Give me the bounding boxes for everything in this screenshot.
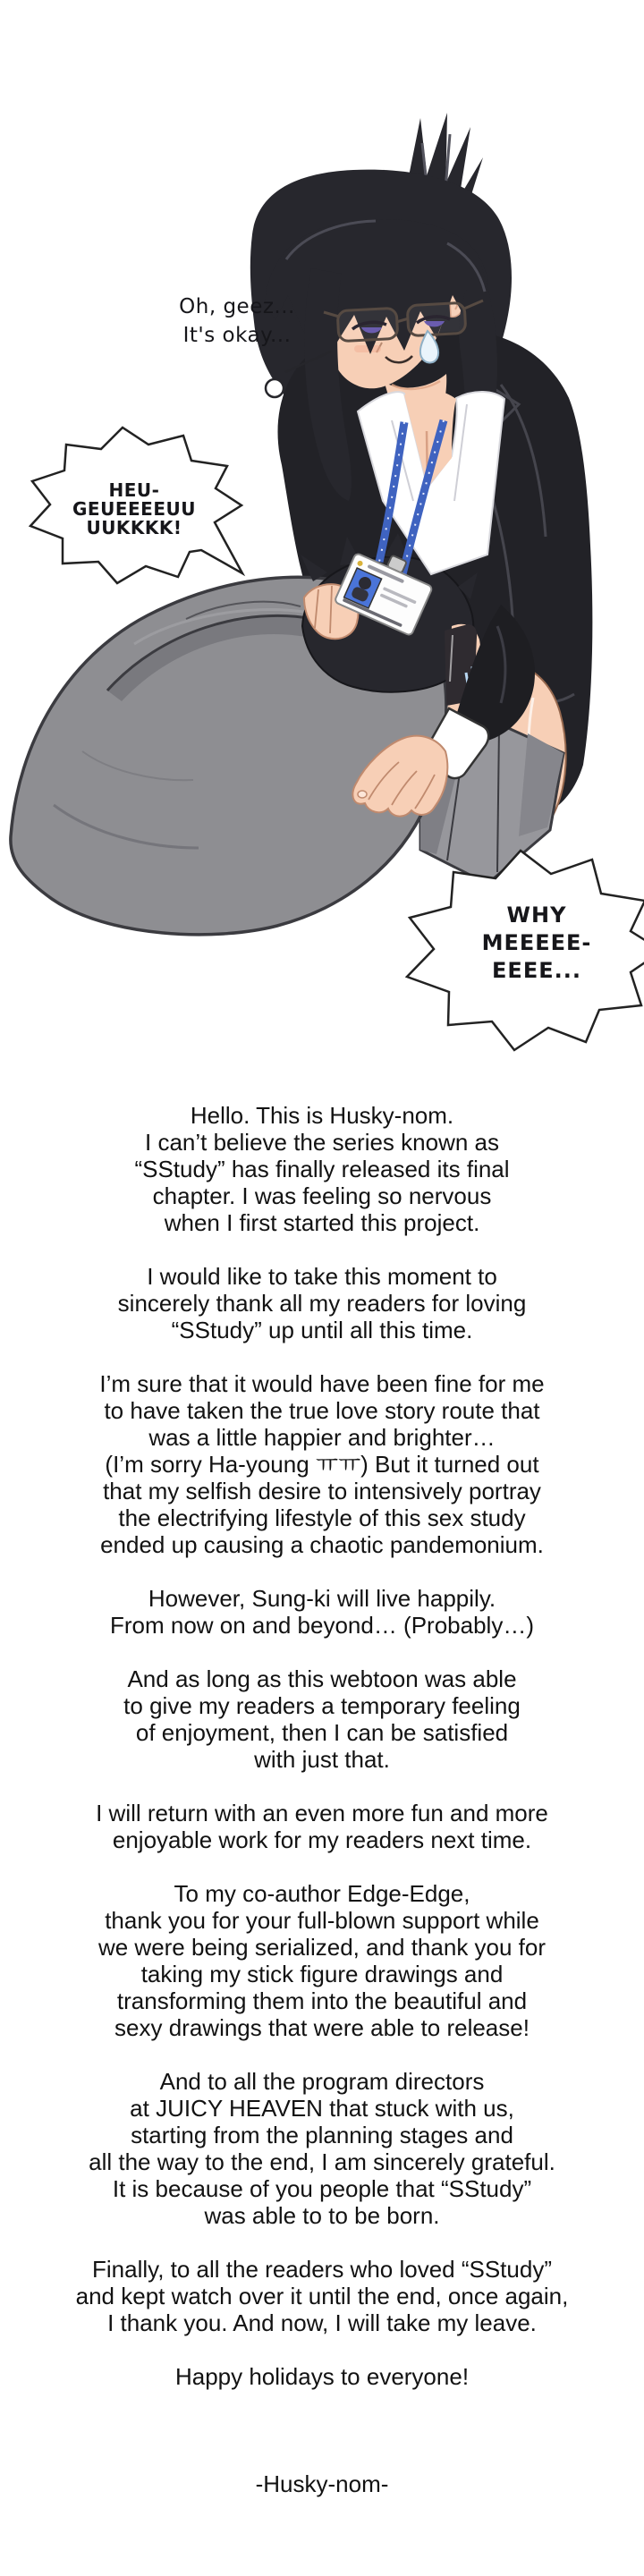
letter-paragraph <box>11 1585 633 1639</box>
letter-line: I would like to take this moment to <box>147 1263 497 1290</box>
letter-line: It is because of you people that “SStudy” <box>112 2175 532 2202</box>
letter-line: “SStudy” up until all this time. <box>171 1317 473 1343</box>
letter-line: and kept watch over it until the end, once again, <box>75 2283 569 2309</box>
letter-line: starting from the planning stages and <box>131 2122 513 2148</box>
letter-line: However, Sung-ki will live happily. <box>148 1585 496 1612</box>
letter-paragraph <box>11 1800 633 1853</box>
letter-line: sincerely thank all my readers for loving <box>117 1290 527 1317</box>
letter-line: I thank you. And now, I will take my leave. <box>107 2309 537 2336</box>
letter-line: Happy holidays to everyone! <box>174 2363 470 2390</box>
letter-line: sexy drawings that were able to release! <box>114 2014 530 2041</box>
letter-line: ended up causing a chaotic pandemonium. <box>100 1531 544 1558</box>
letter-paragraph <box>11 2256 633 2336</box>
letter-line: (I’m sorry Ha-young ㅠㅠ) But it turned out <box>105 1451 539 1478</box>
letter-line: I can’t believe the series known as <box>145 1129 499 1156</box>
whisper-line: It's okay... <box>182 324 292 347</box>
letter-line: enjoyable work for my readers next time. <box>112 1826 532 1853</box>
letter-line: And to all the program directors <box>159 2068 485 2095</box>
letter-line: Finally, to all the readers who loved “SStudy” <box>92 2256 552 2283</box>
letter-line: thank you for your full-blown support while <box>105 1907 539 1934</box>
letter-line: at JUICY HEAVEN that stuck with us, <box>130 2095 514 2122</box>
letter-line: we were being serialized, and thank you for <box>97 1934 547 1961</box>
scream-line: HEU- <box>108 479 160 501</box>
letter-line: was a little happier and brighter… <box>148 1424 496 1451</box>
whisper-text <box>134 292 340 350</box>
letter-paragraph <box>11 1263 633 1343</box>
letter-line: “SStudy” has finally released its final <box>134 1156 510 1182</box>
letter-line: the electrifying lifestyle of this sex study <box>118 1504 526 1531</box>
letter-line: of enjoyment, then I can be satisfied <box>135 1719 509 1746</box>
letter-line: that my selfish desire to intensively portray <box>103 1478 541 1504</box>
letter-paragraph <box>11 1880 633 2041</box>
scream-line: WHY <box>506 902 567 928</box>
letter-line: To my co-author Edge-Edge, <box>174 1880 470 1907</box>
letter-paragraph <box>11 2363 633 2390</box>
letter-line: taking my stick figure drawings and <box>140 1961 504 1987</box>
scream-line: EEEE... <box>492 958 581 983</box>
letter-line: when I first started this project. <box>164 1209 480 1236</box>
letter-line: transforming them into the beautiful and <box>116 1987 528 2014</box>
letter-paragraph <box>11 2068 633 2229</box>
letter-line: And as long as this webtoon was able <box>127 1665 517 1692</box>
letter-line: all the way to the end, I am sincerely grateful. <box>89 2148 555 2175</box>
scream-bubble-left-text <box>34 481 234 538</box>
letter-paragraph <box>11 1370 633 1558</box>
letter-line: chapter. I was feeling so nervous <box>152 1182 492 1209</box>
letter-line: I will return with an even more fun and more <box>96 1800 548 1826</box>
letter-paragraph <box>11 1102 633 1236</box>
letter-line: I’m sure that it would have been fine for me <box>99 1370 545 1397</box>
letter-line: Hello. This is Husky-nom. <box>190 1102 454 1129</box>
letter-line: From now on and beyond… (Probably…) <box>109 1612 534 1639</box>
scream-line: MEEEEE- <box>481 930 592 955</box>
whisper-line: Oh, geez... <box>179 295 295 318</box>
letter-line: to give my readers a temporary feeling <box>123 1692 521 1719</box>
letter-line: to have taken the true love story route that <box>104 1397 540 1424</box>
scream-line: UUKKKK! <box>86 517 182 538</box>
scream-bubble-right-text <box>414 902 644 985</box>
signature: -Husky-nom- <box>255 2470 389 2497</box>
letter-paragraph <box>11 1665 633 1773</box>
scream-line: GEUEEEEUU <box>72 498 196 520</box>
author-letter <box>11 1102 633 2497</box>
letter-line: was able to to be born. <box>204 2202 440 2229</box>
letter-line: with just that. <box>254 1746 390 1773</box>
